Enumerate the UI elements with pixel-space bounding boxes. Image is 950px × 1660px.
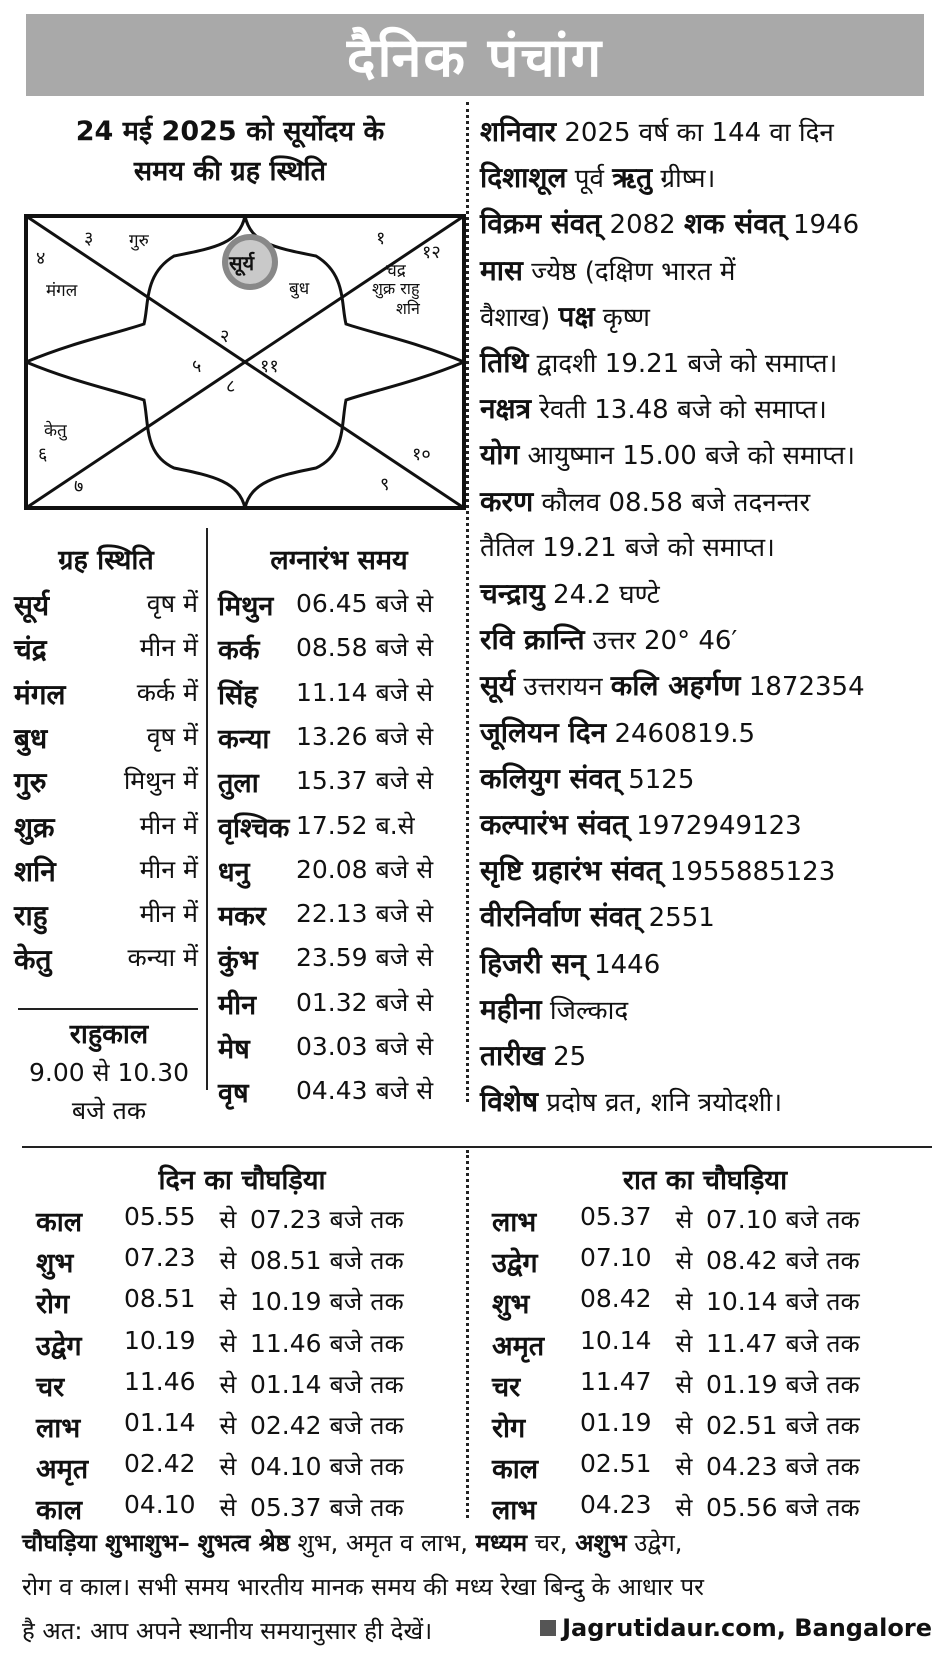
- choghadiya-se: से: [219, 1328, 237, 1358]
- detail-key: महीना: [480, 992, 542, 1026]
- graha-planet: चंद्र: [14, 633, 47, 667]
- planet-shani: शनि: [396, 299, 420, 318]
- detail-key: चन्द्रायु: [480, 577, 545, 610]
- choghadiya-to: 11.47 बजे तक: [706, 1328, 860, 1358]
- house-7: ७: [74, 476, 84, 497]
- detail-key2: कलि अहर्गण: [610, 669, 741, 703]
- choghadiya-name: चर: [36, 1371, 65, 1403]
- detail-key: विशेष: [480, 1085, 539, 1119]
- detail-row: [480, 251, 735, 289]
- choghadiya-from: 01.14: [124, 1408, 196, 1437]
- detail-value: 2551: [640, 903, 715, 934]
- footer-k3: मध्यम: [475, 1529, 528, 1557]
- lagna-sign: मकर: [218, 901, 266, 933]
- choghadiya-name: काल: [36, 1207, 83, 1238]
- planet-surya: सूर्य: [229, 251, 255, 275]
- detail-value: 1955885123: [661, 857, 836, 888]
- choghadiya-from: 08.51: [124, 1284, 196, 1314]
- din-choghadiya-row: [36, 1326, 404, 1363]
- choghadiya-se: से: [219, 1493, 237, 1523]
- choghadiya-name: अमृत: [36, 1454, 89, 1486]
- lagna-time: 20.08 बजे से: [296, 854, 434, 884]
- footer-k2: शुभत्व श्रेष्ठ: [197, 1529, 290, 1557]
- choghadiya-from: 11.46: [124, 1366, 196, 1396]
- detail-row: [480, 713, 755, 751]
- detail-value: उत्तर 20° 46′: [584, 626, 738, 657]
- choghadiya-to: 04.10 बजे तक: [250, 1452, 404, 1482]
- detail-value: 25: [544, 1042, 587, 1072]
- detail-key: हिजरी सन्: [480, 946, 586, 980]
- choghadiya-se: से: [675, 1369, 693, 1399]
- graha-row: [14, 852, 198, 890]
- graha-planet: बुध: [14, 721, 48, 755]
- choghadiya-to: 04.23 बजे तक: [706, 1452, 860, 1482]
- detail-key: वीरनिर्वाण संवत्: [480, 900, 641, 934]
- choghadiya-name: शुभ: [492, 1289, 530, 1321]
- lagna-sign: वृश्चिक: [218, 812, 290, 844]
- house-9: ९: [380, 474, 390, 495]
- choghadiya-se: से: [219, 1369, 237, 1399]
- choghadiya-to: 10.19 बजे तक: [250, 1287, 404, 1317]
- divider-graha-lagna: [206, 528, 208, 1090]
- graha-sign: मिथुन में: [123, 766, 198, 796]
- detail-value: 24.2 घण्टे: [544, 580, 660, 610]
- choghadiya-se: से: [219, 1205, 237, 1234]
- raat-choghadiya-row: [492, 1449, 860, 1486]
- choghadiya-se: से: [219, 1452, 237, 1482]
- choghadiya-to: 08.42 बजे तक: [706, 1246, 860, 1276]
- planet-budh: बुध: [289, 279, 310, 299]
- lagna-sign: धनु: [218, 856, 250, 888]
- graha-sign: कन्या में: [127, 943, 198, 973]
- footer-k1: चौघड़िया शुभाशुभ–: [22, 1529, 190, 1557]
- detail-row: [480, 158, 715, 196]
- rahukaal-heading: राहुकाल: [69, 1019, 149, 1050]
- detail-row: [480, 389, 827, 427]
- lagna-sign: कर्क: [218, 635, 260, 667]
- raat-choghadiya-row: [492, 1490, 860, 1527]
- house-2: २: [220, 326, 230, 347]
- detail-key: रवि क्रान्ति: [480, 623, 585, 657]
- rahukaal-suffix: बजे तक: [71, 1096, 147, 1125]
- detail-row: [480, 112, 834, 150]
- choghadiya-se: से: [675, 1246, 693, 1276]
- lagna-heading: लग्नारंभ समय: [270, 545, 408, 576]
- choghadiya-from: 08.42: [580, 1284, 652, 1314]
- detail-value2: ग्रीष्म।: [652, 164, 716, 195]
- detail-key2: शक संवत्: [683, 207, 785, 241]
- din-choghadiya-row: [36, 1490, 404, 1527]
- detail-key: तारीख: [480, 1039, 545, 1072]
- house-5: ५: [192, 356, 202, 377]
- detail-value: 2082: [601, 210, 684, 241]
- detail-row: [480, 528, 775, 564]
- lagna-time: 17.52 ब.से: [296, 810, 415, 840]
- rahukaal-divider: [18, 1008, 198, 1010]
- detail-row: [480, 435, 855, 473]
- detail-row: [480, 620, 737, 658]
- planet-ketu: केतु: [44, 421, 67, 441]
- raat-choghadiya-row: [492, 1243, 860, 1280]
- choghadiya-name: रोग: [492, 1413, 526, 1444]
- lagna-sign: कुंभ: [218, 945, 258, 977]
- house-12: १२: [422, 242, 441, 263]
- lagna-sign: तुला: [218, 768, 259, 800]
- lagna-time: 13.26 बजे से: [296, 721, 434, 751]
- choghadiya-divider: [22, 1146, 932, 1148]
- graha-planet: गुरु: [14, 766, 47, 800]
- choghadiya-to: 08.51 बजे तक: [250, 1246, 404, 1276]
- lagna-row: [218, 630, 464, 667]
- page-title: दैनिक पंचांग: [346, 26, 604, 89]
- lagna-row: [218, 808, 464, 845]
- graha-row: [14, 808, 198, 846]
- detail-row: [480, 343, 837, 381]
- choghadiya-se: से: [675, 1452, 693, 1482]
- graha-planet: शुक्र: [14, 810, 55, 844]
- chart-heading: [20, 112, 440, 192]
- choghadiya-from: 04.23: [580, 1490, 652, 1520]
- choghadiya-to: 02.42 बजे तक: [250, 1411, 404, 1440]
- graha-row: [14, 630, 198, 668]
- detail-value: उत्तरायन: [515, 672, 611, 703]
- din-choghadiya-row: [36, 1202, 404, 1239]
- lagna-sign: मेष: [218, 1034, 250, 1065]
- detail-value: 2025 वर्ष का 144 वा दिन: [556, 118, 834, 148]
- detail-value: तैतिल 19.21 बजे को समाप्त।: [480, 532, 775, 563]
- detail-value: 1972949123: [628, 811, 802, 841]
- detail-key2: ऋतु: [612, 161, 653, 195]
- din-choghadiya-row: [36, 1243, 404, 1280]
- detail-value: रेवती 13.48 बजे को समाप्त।: [531, 395, 827, 426]
- planet-mangal: मंगल: [46, 281, 78, 301]
- detail-key: मास: [480, 253, 523, 287]
- choghadiya-from: 02.51: [580, 1449, 652, 1479]
- raat-choghadiya-heading: रात का चौघड़िया: [622, 1165, 788, 1196]
- choghadiya-from: 04.10: [124, 1490, 196, 1520]
- choghadiya-name: उद्वेग: [492, 1248, 538, 1280]
- house-8: ८: [226, 376, 236, 397]
- detail-value: जिल्काद: [541, 995, 629, 1026]
- detail-value: 2460819.5: [606, 718, 756, 749]
- choghadiya-from: 07.10: [580, 1243, 652, 1273]
- detail-value2: कृष्ण: [594, 302, 650, 333]
- lagna-sign: कन्या: [218, 723, 270, 755]
- detail-key: जूलियन दिन: [480, 715, 607, 749]
- chart-heading-line2: समय की ग्रह स्थिति: [133, 156, 327, 187]
- choghadiya-to: 10.14 बजे तक: [706, 1287, 860, 1317]
- detail-row: [480, 1036, 586, 1074]
- detail-value2: 1872354: [740, 672, 865, 703]
- footer-v3: चर,: [527, 1529, 576, 1557]
- choghadiya-se: से: [675, 1411, 693, 1440]
- lagna-time: 06.45 बजे से: [296, 589, 434, 618]
- raat-choghadiya-row: [492, 1408, 860, 1445]
- divider-main: [466, 102, 469, 1102]
- detail-row: [480, 666, 865, 704]
- detail-key: विक्रम संवत्: [480, 207, 602, 241]
- graha-sthiti-heading: ग्रह स्थिति: [58, 545, 154, 576]
- detail-value: प्रदोष व्रत, शनि त्रयोदशी।: [538, 1088, 783, 1119]
- din-choghadiya-row: [36, 1284, 404, 1321]
- graha-sign: कर्क में: [136, 677, 198, 707]
- lagna-time: 04.43 बजे से: [296, 1076, 434, 1106]
- detail-value: ज्येष्ठ (दक्षिण भारत में: [522, 256, 736, 287]
- choghadiya-se: से: [219, 1246, 237, 1276]
- footer-line1: [22, 1526, 932, 1559]
- house-10: १०: [412, 444, 431, 465]
- raat-choghadiya-row: [492, 1367, 860, 1404]
- graha-sign: वृष में: [146, 589, 198, 618]
- choghadiya-to: 07.10 बजे तक: [706, 1205, 860, 1234]
- title-banner: [26, 14, 924, 96]
- lagna-row: [218, 1073, 464, 1110]
- graha-planet: केतु: [14, 943, 52, 977]
- lagna-row: [218, 675, 464, 712]
- choghadiya-from: 05.55: [124, 1202, 196, 1231]
- footer-k4: अशुभ: [575, 1529, 627, 1557]
- raat-choghadiya-row: [492, 1326, 860, 1363]
- lagna-time: 01.32 बजे से: [296, 987, 434, 1017]
- choghadiya-from: 07.23: [124, 1243, 196, 1273]
- detail-row: [480, 297, 650, 335]
- detail-key: सूर्य: [480, 669, 516, 703]
- lagna-time: 15.37 बजे से: [296, 766, 434, 796]
- graha-row: [14, 763, 198, 801]
- lagna-sign: सिंह: [218, 679, 258, 711]
- graha-row: [14, 940, 198, 978]
- choghadiya-from: 05.37: [580, 1202, 652, 1231]
- detail-row: [480, 805, 802, 843]
- choghadiya-name: काल: [36, 1495, 83, 1527]
- footer-v4: उद्वेग,: [626, 1529, 683, 1557]
- graha-planet: सूर्य: [14, 589, 50, 622]
- choghadiya-name: उद्वेग: [36, 1330, 82, 1362]
- planet-guru: गुरु: [129, 231, 149, 251]
- lagna-sign: वृष: [218, 1078, 249, 1110]
- lagna-row: [218, 719, 464, 756]
- chart-heading-line1: 24 मई 2025 को सूर्योदय के: [75, 116, 385, 147]
- choghadiya-from: 01.19: [580, 1408, 652, 1437]
- footer-v2: शुभ, अमृत व लाभ,: [289, 1529, 476, 1557]
- choghadiya-from: 11.47: [580, 1366, 652, 1396]
- divider-choghadiya: [466, 1150, 469, 1518]
- detail-value: द्वादशी 19.21 बजे को समाप्त।: [528, 349, 838, 379]
- detail-key2: पक्ष: [558, 299, 595, 333]
- kundli-chart: [24, 214, 466, 510]
- choghadiya-from: 10.19: [124, 1325, 196, 1355]
- house-3: ३: [84, 228, 94, 249]
- house-11: ११: [260, 356, 279, 377]
- detail-row: [480, 944, 660, 982]
- raat-choghadiya-row: [492, 1284, 860, 1321]
- choghadiya-from: 10.14: [580, 1325, 652, 1355]
- detail-key: कल्पारंभ संवत्: [480, 808, 629, 841]
- graha-sign: मीन में: [139, 899, 198, 929]
- lagna-time: 11.14 बजे से: [296, 677, 434, 707]
- lagna-row: [218, 586, 464, 623]
- planet-shukra-rahu: शुक्र राहु: [372, 279, 420, 298]
- choghadiya-to: 05.56 बजे तक: [706, 1493, 860, 1523]
- rahukaal-time: 9.00 से 10.30: [28, 1058, 190, 1087]
- detail-key: कलियुग संवत्: [480, 761, 620, 795]
- graha-sign: मीन में: [139, 810, 198, 840]
- house-4: ४: [36, 248, 46, 269]
- choghadiya-se: से: [219, 1287, 237, 1317]
- detail-row: [480, 1082, 782, 1120]
- din-choghadiya-row: [36, 1367, 404, 1404]
- lagna-row: [218, 763, 464, 800]
- footer-line2: रोग व काल। सभी समय भारतीय मानक समय की मध्य रेखा बिन्दु के आधार पर: [22, 1573, 704, 1601]
- detail-key: दिशाशूल: [480, 161, 567, 195]
- footer-note: है अत: आप अपने स्थानीय समयानुसार ही देखें।: [22, 1617, 433, 1645]
- detail-value2: 1946: [784, 210, 860, 241]
- detail-value: 5125: [619, 764, 695, 795]
- lagna-row: [218, 985, 464, 1022]
- detail-key: योग: [480, 438, 520, 472]
- lagna-row: [218, 940, 464, 977]
- graha-row: [14, 896, 198, 934]
- choghadiya-se: से: [675, 1328, 693, 1358]
- lagna-sign: मीन: [218, 989, 257, 1021]
- choghadiya-to: 07.23 बजे तक: [250, 1205, 404, 1234]
- square-icon: [540, 1620, 556, 1636]
- choghadiya-se: से: [675, 1205, 693, 1234]
- choghadiya-to: 11.46 बजे तक: [250, 1328, 404, 1358]
- detail-key: नक्षत्र: [480, 392, 532, 426]
- lagna-time: 23.59 बजे से: [296, 943, 434, 973]
- choghadiya-name: काल: [492, 1454, 539, 1486]
- house-1: १: [376, 228, 386, 249]
- detail-row: [480, 204, 859, 242]
- din-choghadiya-row: [36, 1408, 404, 1445]
- graha-sign: मीन में: [139, 854, 198, 884]
- lagna-row: [218, 852, 464, 889]
- footer-credit-text: Jagrutidaur.com, Bangalore: [562, 1614, 932, 1642]
- choghadiya-from: 02.42: [124, 1449, 196, 1479]
- choghadiya-to: 05.37 बजे तक: [250, 1493, 404, 1523]
- choghadiya-se: से: [675, 1493, 693, 1523]
- lagna-time: 08.58 बजे से: [296, 633, 434, 663]
- lagna-time: 03.03 बजे से: [296, 1032, 434, 1061]
- graha-sign: वृष में: [146, 721, 198, 751]
- detail-key: करण: [480, 484, 534, 518]
- choghadiya-to: 01.14 बजे तक: [250, 1369, 404, 1399]
- choghadiya-name: लाभ: [492, 1495, 537, 1527]
- din-choghadiya-row: [36, 1449, 404, 1486]
- lagna-sign: मिथुन: [218, 591, 274, 622]
- graha-planet: मंगल: [14, 677, 66, 711]
- lagna-time: 22.13 बजे से: [296, 899, 434, 929]
- choghadiya-name: चर: [492, 1371, 521, 1403]
- house-6: ६: [38, 444, 48, 465]
- graha-sign: मीन में: [139, 633, 198, 663]
- graha-planet: शनि: [14, 854, 56, 888]
- detail-key: सृष्टि ग्रहारंभ संवत्: [480, 854, 662, 888]
- graha-planet: राहु: [14, 899, 48, 933]
- footer-credit: [540, 1614, 932, 1647]
- graha-row: [14, 719, 198, 757]
- choghadiya-to: 01.19 बजे तक: [706, 1369, 860, 1399]
- detail-row: [480, 482, 810, 520]
- detail-row: [480, 990, 628, 1028]
- choghadiya-name: लाभ: [36, 1413, 81, 1444]
- detail-row: [480, 851, 835, 889]
- graha-row: [14, 675, 198, 713]
- detail-key: शनिवार: [480, 115, 557, 148]
- detail-row: [480, 897, 715, 935]
- choghadiya-to: 02.51 बजे तक: [706, 1411, 860, 1440]
- graha-row: [14, 586, 198, 624]
- detail-key: तिथि: [480, 346, 529, 379]
- detail-row: [480, 574, 660, 612]
- detail-value: 1446: [585, 949, 661, 980]
- din-choghadiya-heading: दिन का चौघड़िया: [158, 1165, 326, 1196]
- planet-chandra: चंद्र: [386, 261, 406, 281]
- detail-row: [480, 759, 694, 797]
- detail-value: आयुष्मान 15.00 बजे को समाप्त।: [519, 441, 855, 472]
- lagna-row: [218, 1029, 464, 1066]
- choghadiya-name: लाभ: [492, 1207, 537, 1238]
- rahukaal-block: [14, 1016, 204, 1130]
- detail-value: कौलव 08.58 बजे तदनन्तर: [533, 487, 811, 518]
- detail-value: वैशाख): [480, 302, 559, 333]
- choghadiya-se: से: [675, 1287, 693, 1317]
- detail-value: पूर्व: [566, 164, 613, 195]
- choghadiya-se: से: [219, 1411, 237, 1440]
- choghadiya-name: अमृत: [492, 1330, 545, 1362]
- choghadiya-name: रोग: [36, 1289, 70, 1321]
- lagna-row: [218, 896, 464, 933]
- choghadiya-name: शुभ: [36, 1248, 74, 1280]
- raat-choghadiya-row: [492, 1202, 860, 1239]
- footer-line3: [22, 1614, 932, 1647]
